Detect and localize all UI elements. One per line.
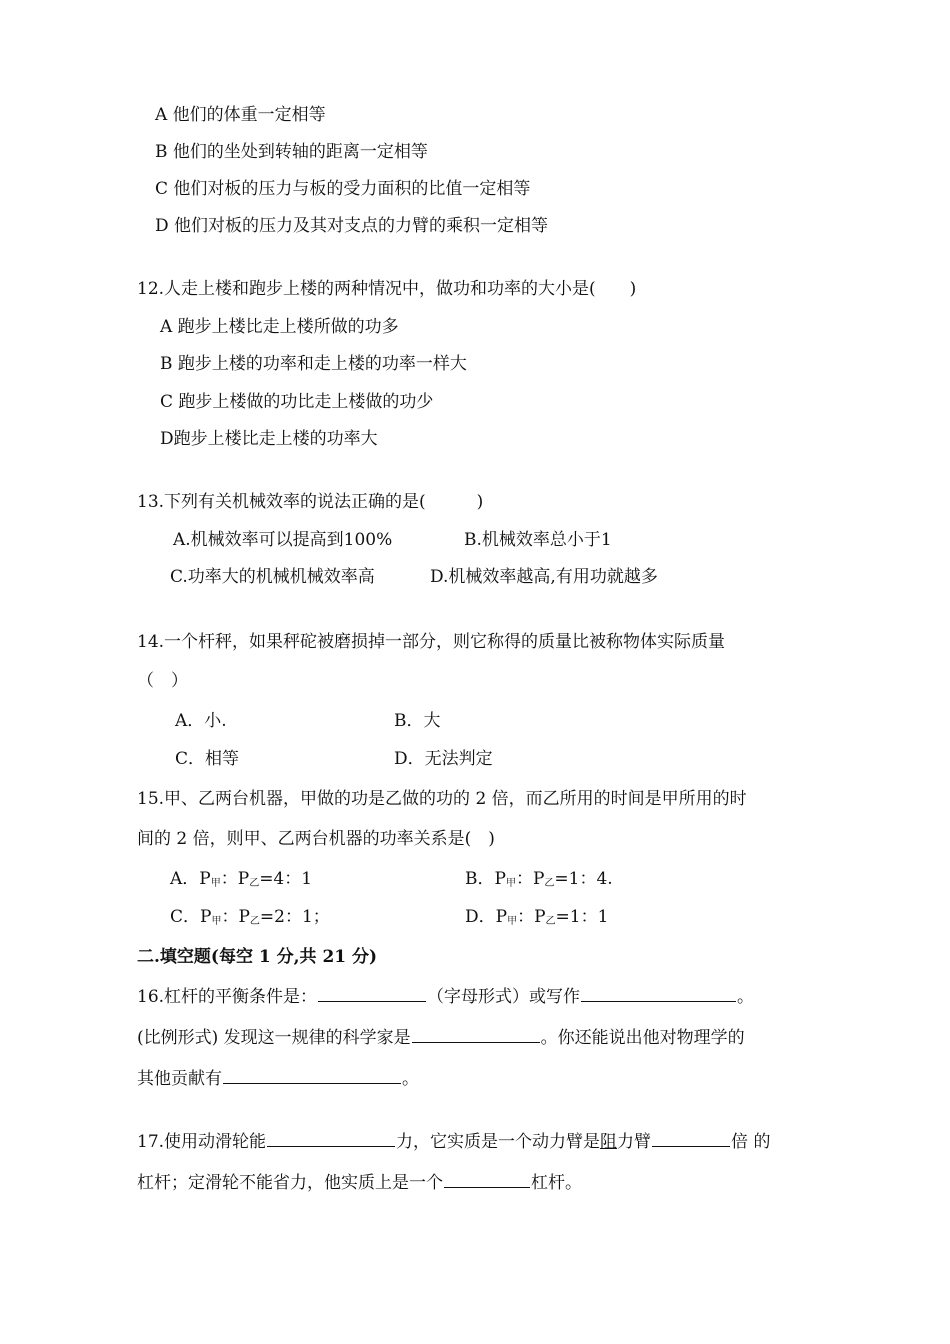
q16-line3: 其他贡献有 。 [137, 1065, 419, 1091]
q14-option-d: D．无法判定 [394, 749, 493, 769]
q16-blank-1[interactable] [318, 983, 426, 1002]
q13-option-c: C.功率大的机械机械效率高 [170, 567, 375, 587]
q17-blank-1[interactable] [267, 1128, 395, 1147]
q15-stem-line1: 15.甲、乙两台机器，甲做的功是乙做的功的 2 倍，而乙所用的时间是甲所用的时 [137, 789, 747, 809]
q12-option-a: A 跑步上楼比走上楼所做的功多 [160, 317, 399, 337]
q11-option-c: C 他们对板的压力与板的受力面积的比值一定相等 [155, 179, 531, 199]
q16-blank-3[interactable] [412, 1024, 540, 1043]
q12-option-d: D跑步上楼比走上楼的功率大 [160, 429, 378, 449]
q11-option-d: D 他们对板的压力及其对支点的力臂的乘积一定相等 [155, 216, 549, 236]
q13-stem: 13.下列有关机械效率的说法正确的是( ) [137, 492, 484, 512]
q14-option-b: B．大 [394, 711, 441, 731]
q14-option-c: C．相等 [175, 749, 240, 769]
q15-option-a: A．$P_甲$：$P_乙=4$：1 [170, 869, 313, 889]
q14-stem-line2: （ ） [137, 671, 188, 691]
q16-blank-2[interactable] [581, 983, 736, 1002]
q17-line1: 17.使用动滑轮能 力，它实质是一个动力臂是阻力臂 倍 的 [137, 1128, 770, 1154]
q15-option-b: B．$P_甲$：$P_乙=1$：4. [465, 869, 613, 889]
q12-stem: 12.人走上楼和跑步上楼的两种情况中，做功和功率的大小是( ) [137, 279, 637, 299]
q17-line2: 杠杆；定滑轮不能省力，他实质上是一个 杠杆。 [137, 1169, 582, 1195]
q14-option-a: A．小. [175, 711, 227, 731]
q16-line2: (比例形式) 发现这一规律的科学家是 。你还能说出他对物理学的 [137, 1024, 745, 1050]
q17-blank-3[interactable] [444, 1169, 530, 1188]
q13-option-a: A.机械效率可以提高到100% [173, 530, 393, 550]
q11-option-a: A 他们的体重一定相等 [155, 105, 326, 125]
q12-option-b: B 跑步上楼的功率和走上楼的功率一样大 [160, 354, 467, 374]
q17-blank-2[interactable] [652, 1128, 730, 1147]
q14-stem-line1: 14.一个杆秤，如果秤砣被磨损掉一部分，则它称得的质量比被称物体实际质量 [137, 632, 726, 652]
q15-option-c: C．$P_甲$：$P_乙=2$：1； [170, 907, 330, 927]
q13-option-d: D.机械效率越高,有用功就越多 [430, 567, 658, 587]
q15-stem-line2: 间的 2 倍，则甲、乙两台机器的功率关系是( ) [137, 829, 495, 849]
q16-line1: 16.杠杆的平衡条件是： （字母形式）或写作 。 [137, 983, 754, 1009]
q13-option-b: B.机械效率总小于1 [464, 530, 612, 550]
q12-option-c: C 跑步上楼做的功比走上楼做的功少 [160, 392, 434, 412]
q15-option-d: D．$P_甲$：$P_乙=1$：1 [465, 907, 609, 927]
q11-option-b: B 他们的坐处到转轴的距离一定相等 [155, 142, 428, 162]
section-2-title: 二.填空题(每空 1 分,共 21 分) [137, 947, 378, 967]
q16-blank-4[interactable] [223, 1065, 401, 1084]
